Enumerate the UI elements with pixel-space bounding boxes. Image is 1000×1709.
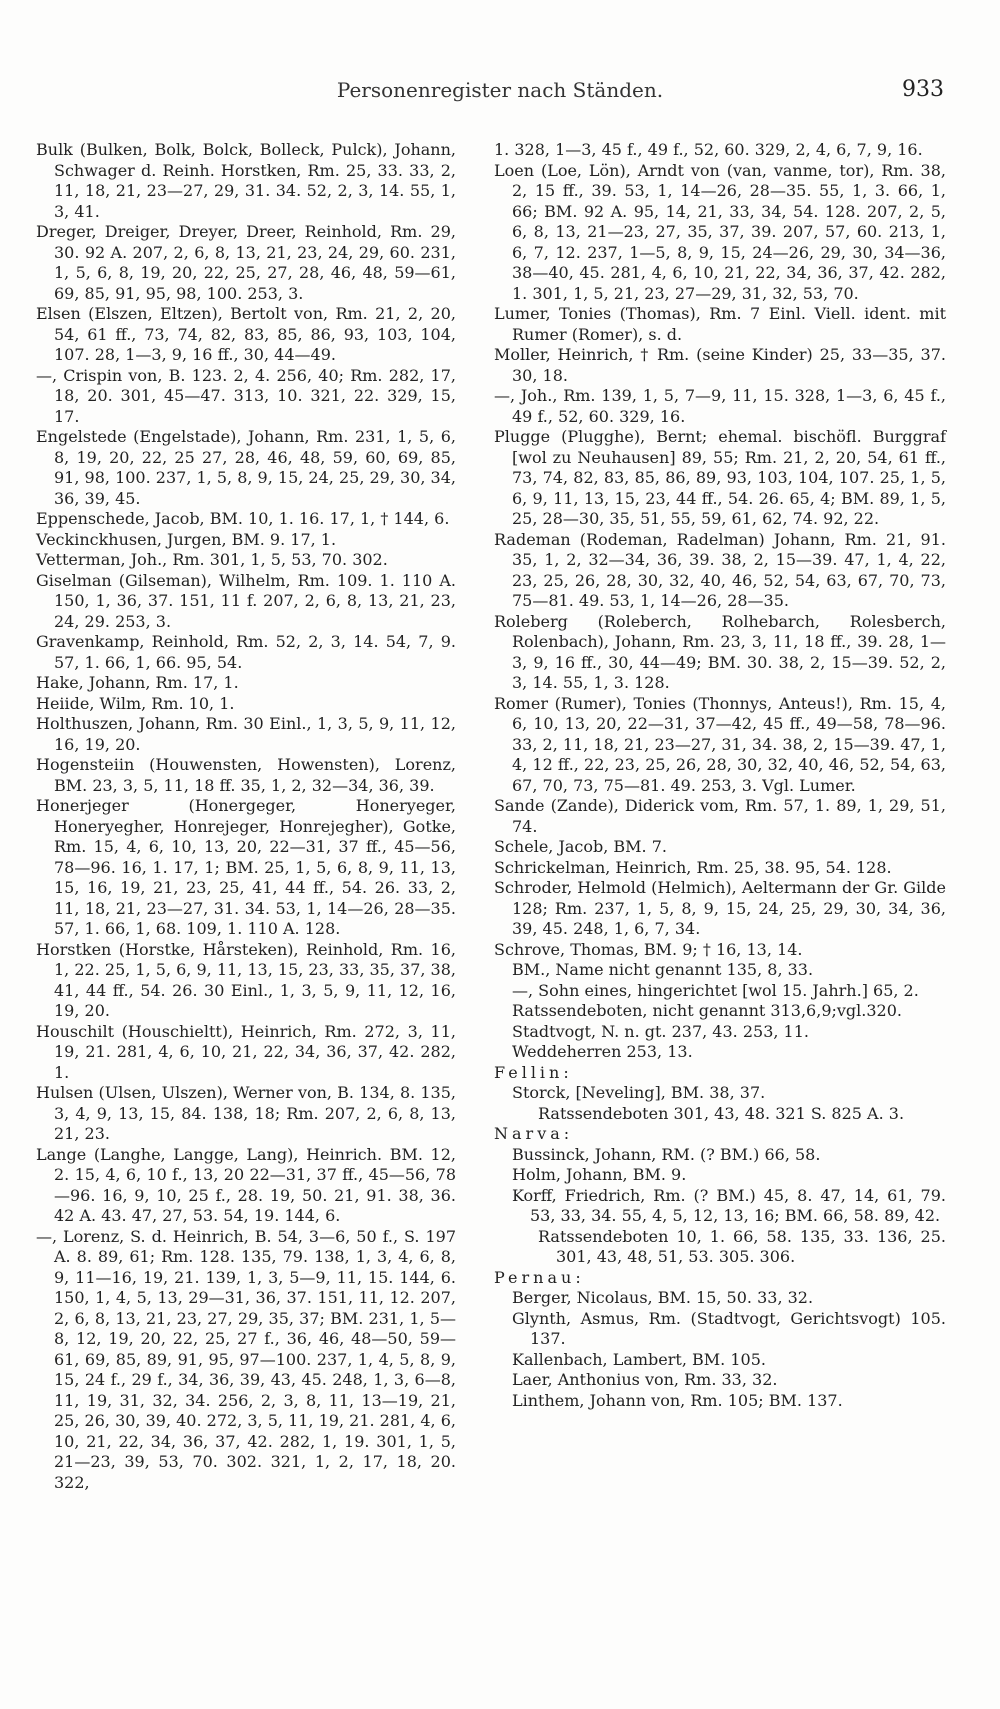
index-subentry: Ratssendeboten, nicht genannt 313,6,9;vgl.320. (512, 1001, 902, 1020)
index-entry: Rademan (Rodeman, Radelman) Johann, Rm. 21, 91. 35, 1, 2, 32—34, 36, 39. 38, 2, 15—39. 47, 1, 4, 22, 23, 25, 26, 28, 30, 32, 40, 46, 52, 54, 63, 67, 70, 73, 75—81. 49. 53, 1, 14—26, 28—35. (494, 529, 946, 610)
index-subentry: BM., Name nicht genannt 135, 8, 33. (512, 960, 814, 979)
index-entry: Laer, Anthonius von, Rm. 33, 32. (512, 1370, 778, 1389)
index-entry: Vetterman, Joh., Rm. 301, 1, 5, 53, 70. 302. (36, 550, 388, 569)
index-entry: —, Joh., Rm. 139, 1, 5, 7—9, 11, 15. 328, 1—3, 6, 45 f., 49 f., 52, 60. 329, 16. (494, 386, 946, 426)
right-column (494, 140, 946, 1411)
index-entry: Schrickelman, Heinrich, Rm. 25, 38. 95, 54. 128. (494, 857, 892, 877)
index-entry: Eppenschede, Jacob, BM. 10, 1. 16. 17, 1, † 144, 6. (36, 509, 450, 528)
index-entry: Veckinckhusen, Jurgen, BM. 9. 17, 1. (36, 529, 337, 549)
index-entry: Heiide, Wilm, Rm. 10, 1. (36, 693, 235, 713)
index-entry: Hake, Johann, Rm. 17, 1. (36, 673, 239, 692)
index-entry: Bussinck, Johann, RM. (? BM.) 66, 58. (512, 1144, 821, 1164)
index-entry: Glynth, Asmus, Rm. (Stadtvogt, Gerichtsvogt) 105. 137. (512, 1308, 946, 1348)
running-head (0, 78, 1000, 104)
index-entry: Berger, Nicolaus, BM. 15, 50. 33, 32. (512, 1288, 814, 1307)
page-number: 933 (902, 77, 944, 102)
index-entry: Moller, Heinrich, † Rm. (seine Kinder) 25, 33—35, 37. 30, 18. (494, 345, 946, 385)
city-heading-fellin: Fellin: (494, 1062, 573, 1082)
index-entry: Bulk (Bulken, Bolk, Bolck, Bolleck, Pulck), Johann, Schwager d. Reinh. Horstken, Rm. 25, 33. 33, 2, 11, 18, 21, 23—27, 29, 31. 34. 52, 2, 3, 14. 55, 1, 3, 41. (36, 140, 456, 221)
index-entry: Houschilt (Houschieltt), Heinrich, Rm. 272, 3, 11, 19, 21. 281, 4, 6, 10, 21, 22, 34, 36, 37, 42. 282, 1. (36, 1021, 456, 1082)
index-entry: Dreger, Dreiger, Dreyer, Dreer, Reinhold, Rm. 29, 30. 92 A. 207, 2, 6, 8, 13, 21, 23, 24, 29, 60. 231, 1, 5, 6, 8, 19, 20, 22, 25, 27, 28, 46, 48, 59—61, 69, 85, 91, 95, 98, 100. 253, 3. (36, 222, 456, 303)
index-entry: Schele, Jacob, BM. 7. (494, 837, 667, 856)
index-entry: Storck, [Neveling], BM. 38, 37. (512, 1083, 766, 1102)
index-entry: Plugge (Plugghe), Bernt; ehemal. bischöfl. Burggraf [wol zu Neuhausen] 89, 55; Rm. 21, 2, 20, 54, 61 ff., 73, 74, 82, 83, 85, 86, 89, 93, 103, 104, 107. 25, 1, 5, 6, 9, 11, 13, 15, 23, 44 ff., 54. 26. 65, 4; BM. 89, 1, 5, 25, 28—30, 35, 51, 55, 59, 61, 62, 74. 92, 22. (494, 427, 946, 528)
index-entry: Honerjeger (Honergeger, Honeryeger, Honeryegher, Honrejeger, Honrejegher), Gotke, Rm. 15, 4, 6, 10, 13, 20, 22—31, 37 ff., 45—56, 78—96. 16, 1. 17, 1; BM. 25, 1, 5, 6, 8, 9, 11, 13, 15, 16, 19, 21, 23, 25, 41, 44 ff., 54. 26. 33, 2, 11, 18, 21, 23—27, 31. 34. 53, 1, 14—26, 28—35. 57, 1. 66, 1, 68. 109, 1. 110 A. 128. (36, 796, 456, 938)
index-entry: Linthem, Johann von, Rm. 105; BM. 137. (512, 1390, 843, 1410)
index-entry: Lange (Langhe, Langge, Lang), Heinrich. BM. 12, 2. 15, 4, 6, 10 f., 13, 20 22—31, 37 ff., 45—56, 78—96. 16, 9, 10, 25 f., 28. 19, 50. 21, 91. 38, 36. 42 A. 43. 47, 27, 53. 54, 19. 144, 6. (36, 1144, 456, 1225)
index-entry: Schrove, Thomas, BM. 9; † 16, 13, 14. (494, 939, 803, 959)
index-entry: Gravenkamp, Reinhold, Rm. 52, 2, 3, 14. 54, 7, 9. 57, 1. 66, 1, 66. 95, 54. (36, 632, 456, 672)
index-entry: Loen (Loe, Lön), Arndt von (van, vanme, tor), Rm. 38, 2, 15 ff., 39. 53, 1, 14—26, 28—35. 55, 1, 3. 66, 1, 66; BM. 92 A. 95, 14, 21, 33, 34, 54. 128. 207, 2, 5, 6, 8, 13, 21—23, 27, 35, 37, 39. 207, 57, 60. 213, 1, 6, 7, 12. 237, 1—5, 8, 9, 15, 24—26, 29, 30, 34—36, 38—40, 45. 281, 4, 6, 10, 21, 22, 34, 36, 37, 42. 282, 1. 301, 1, 5, 21, 23, 27—29, 31, 32, 53, 70. (494, 160, 946, 303)
index-entry: Giselman (Gilseman), Wilhelm, Rm. 109. 1. 110 A. 150, 1, 36, 37. 151, 11 f. 207, 2, 6, 8, 13, 21, 23, 24, 29. 253, 3. (36, 570, 456, 631)
index-entry: Engelstede (Engelstade), Johann, Rm. 231, 1, 5, 6, 8, 19, 20, 22, 25 27, 28, 46, 48, 59, 60, 69, 85, 91, 98, 100. 237, 1, 5, 8, 9, 15, 24, 25, 29, 30, 34, 36, 39, 45. (36, 427, 456, 508)
index-entry: Korff, Friedrich, Rm. (? BM.) 45, 8. 47, 14, 61, 79. 53, 33, 34. 55, 4, 5, 12, 13, 16; BM. 66, 58. 89, 42. (512, 1185, 946, 1225)
index-entry: Sande (Zande), Diderick vom, Rm. 57, 1. 89, 1, 29, 51, 74. (494, 796, 946, 836)
index-entry: Horstken (Horstke, Hårsteken), Reinhold, Rm. 16, 1, 22. 25, 1, 5, 6, 9, 11, 13, 15, 23, 33, 35, 37, 38, 41, 44 ff., 54. 26. 30 Einl., 1, 3, 5, 9, 11, 12, 16, 19, 20. (36, 939, 456, 1020)
index-subentry: Ratssendeboten 301, 43, 48. 321 S. 825 A. 3. (538, 1103, 905, 1123)
running-title: Personenregister nach Ständen. (336, 78, 664, 102)
index-entry: Kallenbach, Lambert, BM. 105. (512, 1349, 766, 1369)
index-subentry: —, Sohn eines, hingerichtet [wol 15. Jahrh.] 65, 2. (512, 980, 919, 1000)
city-heading-narva: Narva: (494, 1124, 574, 1143)
index-subentry: Stadtvogt, N. n. gt. 237, 43. 253, 11. (512, 1021, 809, 1041)
index-subentry: Weddeherren 253, 13. (512, 1042, 693, 1061)
index-entry: Hogensteiin (Houwensten, Howensten), Lorenz, BM. 23, 3, 5, 11, 18 ff. 35, 1, 2, 32—34, 36, 39. (36, 755, 456, 795)
index-subentry: Ratssendeboten 10, 1. 66, 58. 135, 33. 136, 25. 301, 43, 48, 51, 53. 305. 306. (538, 1226, 946, 1266)
index-entry: Hulsen (Ulsen, Ulszen), Werner von, B. 134, 8. 135, 3, 4, 9, 13, 15, 84. 138, 18; Rm. 207, 2, 6, 8, 13, 21, 23. (36, 1083, 456, 1143)
index-entry: Holm, Johann, BM. 9. (512, 1165, 687, 1184)
index-entry: Romer (Rumer), Tonies (Thonnys, Anteus!), Rm. 15, 4, 6, 10, 13, 20, 22—31, 37—42, 45 ff., 49—58, 78—96. 33, 2, 11, 18, 21, 23—27, 31, 34. 38, 2, 15—39. 47, 1, 4, 12 ff., 22, 23, 25, 26, 28, 30, 32, 40, 46, 52, 54, 63, 67, 70, 73, 75—81. 49. 253, 3. Vgl. Lumer. (494, 693, 946, 795)
index-entry: Roleberg (Roleberch, Rolhebarch, Rolesberch, Rolenbach), Johann, Rm. 23, 3, 11, 18 ff., 39. 28, 1—3, 9, 16 ff., 30, 44—49; BM. 30. 38, 2, 15—39. 52, 2, 3, 14. 55, 1, 3. 128. (494, 611, 946, 692)
index-entry: 1. 328, 1—3, 45 f., 49 f., 52, 60. 329, 2, 4, 6, 7, 9, 16. (494, 140, 923, 159)
index-entry: Lumer, Tonies (Thomas), Rm. 7 Einl. Viell. ident. mit Rumer (Romer), s. d. (494, 304, 946, 344)
index-entry: —, Lorenz, S. d. Heinrich, B. 54, 3—6, 50 f., S. 197 A. 8. 89, 61; Rm. 128. 135, 79. 138, 1, 3, 4, 6, 8, 9, 11—16, 19, 21. 139, 1, 3, 5—9, 11, 15. 144, 6. 150, 1, 4, 5, 13, 29—31, 36, 37. 151, 11, 12. 207, 2, 6, 8, 13, 21, 23, 27, 29, 35, 37; BM. 231, 1, 5—8, 12, 19, 20, 22, 25, 27 f., 36, 46, 48—50, 59—61, 69, 85, 89, 91, 95, 97—100. 237, 1, 4, 5, 8, 9, 15, 24 f., 29 f., 34, 36, 39, 43, 45. 248, 1, 3, 6—8, 11, 19, 31, 32, 34. 256, 2, 3, 8, 11, 13—19, 21, 25, 26, 30, 39, 40. 272, 3, 5, 11, 19, 21. 281, 4, 6, 10, 21, 22, 34, 36, 37, 42. 282, 1, 19. 301, 1, 5, 21—23, 39, 53, 70. 302. 321, 1, 2, 17, 18, 20. 322, (36, 1226, 456, 1492)
index-entry: Elsen (Elszen, Eltzen), Bertolt von, Rm. 21, 2, 20, 54, 61 ff., 73, 74, 82, 83, 85, 86, 93, 103, 104, 107. 28, 1—3, 9, 16 ff., 30, 44—49. (36, 304, 456, 364)
left-column (36, 140, 456, 1493)
index-entry: Holthuszen, Johann, Rm. 30 Einl., 1, 3, 5, 9, 11, 12, 16, 19, 20. (36, 714, 456, 754)
index-entry: Schroder, Helmold (Helmich), Aeltermann der Gr. Gilde 128; Rm. 237, 1, 5, 8, 9, 15, 24, 25, 29, 30, 34, 36, 39, 45. 248, 1, 6, 7, 34. (494, 878, 946, 938)
city-heading-pernau: Pernau: (494, 1267, 585, 1287)
index-entry: —, Crispin von, B. 123. 2, 4. 256, 40; Rm. 282, 17, 18, 20. 301, 45—47. 313, 10. 321, 22. 329, 15, 17. (36, 365, 456, 426)
